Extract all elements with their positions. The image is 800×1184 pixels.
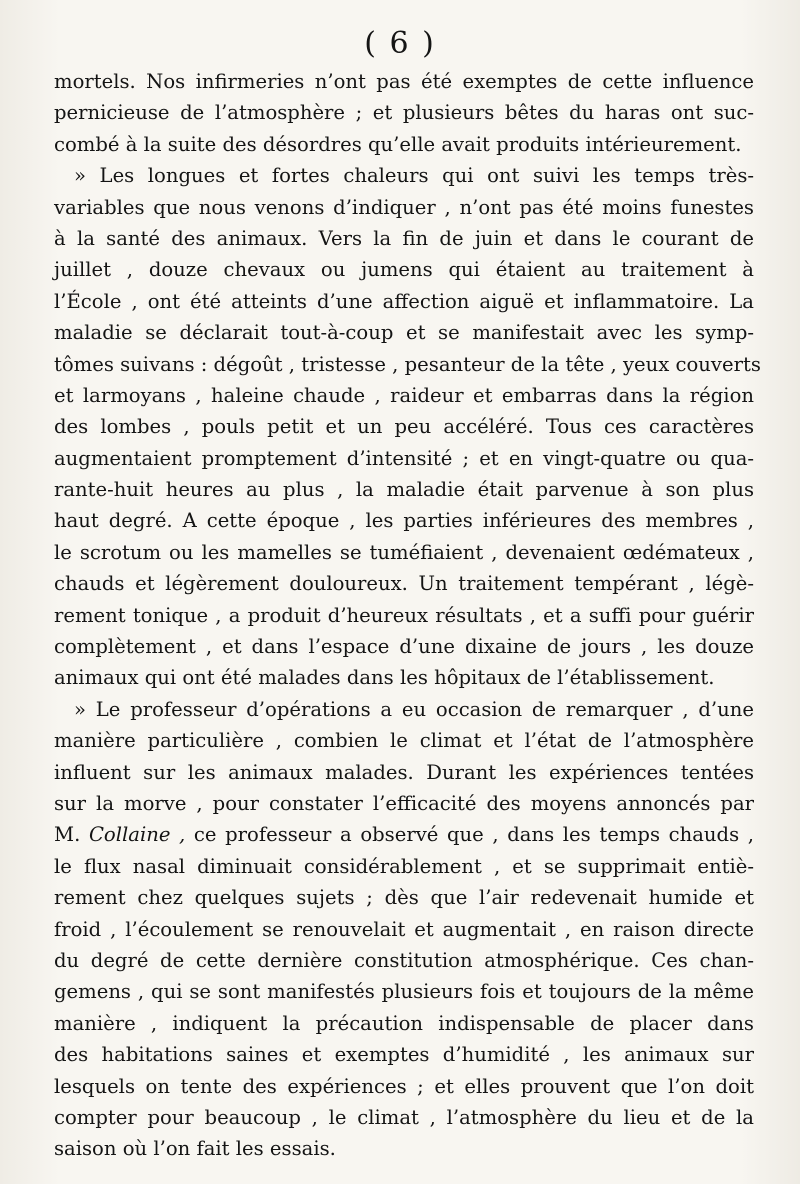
text-line: le scrotum ou les mamelles se tuméfiaient , devenaient œdémateux , xyxy=(54,540,754,564)
text-line: juillet , douze chevaux ou jumens qui étaient au traitement à xyxy=(54,258,754,282)
body-text xyxy=(54,66,761,1165)
text-line: chauds et légèrement douloureux. Un traitement tempérant , légè- xyxy=(54,572,754,596)
text-line: manière , indiquent la précaution indispensable de placer dans xyxy=(54,1011,754,1035)
text-line: tômes suivans : dégoût , tristesse , pesanteur de la tête , yeux couverts xyxy=(54,352,761,376)
paragraph-start-line: » Le professeur d’opérations a eu occasion de remarquer , d’une xyxy=(74,697,754,721)
text-line: gemens , qui se sont manifestés plusieurs fois et toujours de la même xyxy=(54,980,754,1004)
text-line-with-name xyxy=(54,819,754,850)
text-line: maladie se déclarait tout-à-coup et se manifestait avec les symp- xyxy=(54,321,754,345)
text-line: pernicieuse de l’atmosphère ; et plusieurs bêtes du haras ont suc- xyxy=(54,101,754,125)
text-fragment: M. xyxy=(54,823,89,847)
text-line: complètement , et dans l’espace d’une dixaine de jours , les douze xyxy=(54,635,754,659)
text-line: froid , l’écoulement se renouvelait et augmentait , en raison directe xyxy=(54,917,754,941)
text-line: rement chez quelques sujets ; dès que l’air redevenait humide et xyxy=(54,886,754,910)
text-line: augmentaient promptement d’intensité ; et en vingt-quatre ou qua- xyxy=(54,446,754,470)
text-fragment: ce professeur a observé que , dans les temps chauds , xyxy=(185,823,754,847)
text-line: lesquels on tente des expériences ; et elles prouvent que l’on doit xyxy=(54,1074,754,1098)
text-line: compter pour beaucoup , le climat , l’atmosphère du lieu et de la xyxy=(54,1105,754,1129)
person-name: Collaine , xyxy=(88,823,186,847)
text-line: et larmoyans , haleine chaude , raideur et embarras dans la région xyxy=(54,383,754,407)
text-line: influent sur les animaux malades. Durant les expériences tentées xyxy=(54,760,754,784)
text-line: l’École , ont été atteints d’une affection aiguë et inflammatoire. La xyxy=(54,289,754,313)
text-line: le flux nasal diminuait considérablement , et se supprimait entiè- xyxy=(54,854,754,878)
text-line: combé à la suite des désordres qu’elle avait produits intérieurement. xyxy=(54,132,742,156)
text-line: haut degré. A cette époque , les parties inférieures des membres , xyxy=(54,509,754,533)
text-line: rante-huit heures au plus , la maladie était parvenue à son plus xyxy=(54,478,754,502)
page-number: ( 6 ) xyxy=(364,26,436,61)
text-line: variables que nous venons d’indiquer , n’ont pas été moins funestes xyxy=(54,195,754,219)
text-line: des habitations saines et exemptes d’humidité , les animaux sur xyxy=(54,1043,754,1067)
text-line: rement tonique , a produit d’heureux résultats , et a suffi pour guérir xyxy=(54,603,754,627)
text-line: sur la morve , pour constater l’efficacité des moyens annoncés par xyxy=(54,791,754,815)
text-line: saison où l’on fait les essais. xyxy=(54,1137,336,1161)
text-line: à la santé des animaux. Vers la fin de juin et dans le courant de xyxy=(54,226,754,250)
text-line: des lombes , pouls petit et un peu accéléré. Tous ces caractères xyxy=(54,415,754,439)
text-line: mortels. Nos infirmeries n’ont pas été exemptes de cette influence xyxy=(54,70,754,93)
text-line: manière particulière , combien le climat et l’état de l’atmosphère xyxy=(54,729,754,753)
text-line: du degré de cette dernière constitution atmosphérique. Ces chan- xyxy=(54,948,754,972)
paragraph-start-line: » Les longues et fortes chaleurs qui ont suivi les temps très- xyxy=(74,164,754,188)
text-line: animaux qui ont été malades dans les hôpitaux de l’établissement. xyxy=(54,666,715,690)
